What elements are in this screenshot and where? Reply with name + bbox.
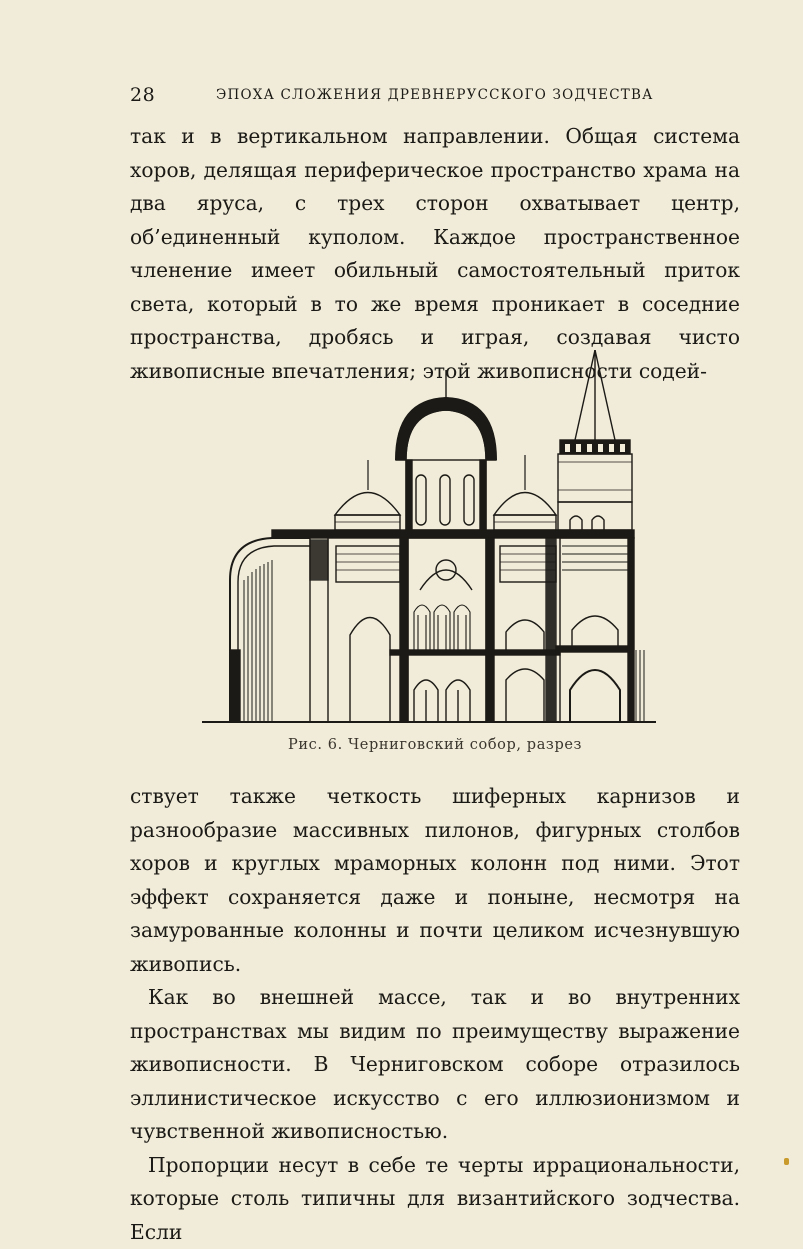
page-header	[130, 84, 740, 108]
paragraph: Как во внешней массе, так и во внутренних пространствах мы видим по преимуществу выражение живописности. В Черниговском соборе отразилось эллинистическое искусство с его иллюзионизмом и чувственной живописностью.	[130, 981, 740, 1149]
figure-caption: Рис. 6. Черниговский собор, разрез	[130, 737, 740, 753]
text-after-figure	[130, 780, 740, 1249]
page-number: 28	[130, 84, 155, 106]
cathedral-section-drawing	[200, 350, 660, 730]
text-before-figure	[130, 120, 740, 388]
paragraph: ствует также четкость шиферных карнизов и разнообразие массивных пилонов, фигурных столбов хоров и круглых мраморных колонн под ними. Этот эффект сохраняется даже и поныне, несмотря на замурованные колонны и почти целиком исчезнувшую живопись.	[130, 780, 740, 981]
paper-stain	[784, 1158, 789, 1165]
paragraph: Пропорции несут в себе те черты иррациональности, которые столь типичны для византийского зодчества. Если	[130, 1149, 740, 1249]
cathedral-section-figure	[200, 350, 660, 730]
paragraph: так и в вертикальном направлении. Общая система хоров, делящая периферическое пространство храма на два яруса, с трех сторон охватывает центр, об’единенный куполом. Каждое пространственное членение имеет обильный самостоятельный приток света, который в то же время проникает в соседние пространства, дробясь и играя, создавая чисто живописные впечатления; этой живописности содей-	[130, 120, 740, 388]
running-head: ЭПОХА СЛОЖЕНИЯ ДРЕВНЕРУССКОГО ЗОДЧЕСТВА	[216, 87, 654, 103]
